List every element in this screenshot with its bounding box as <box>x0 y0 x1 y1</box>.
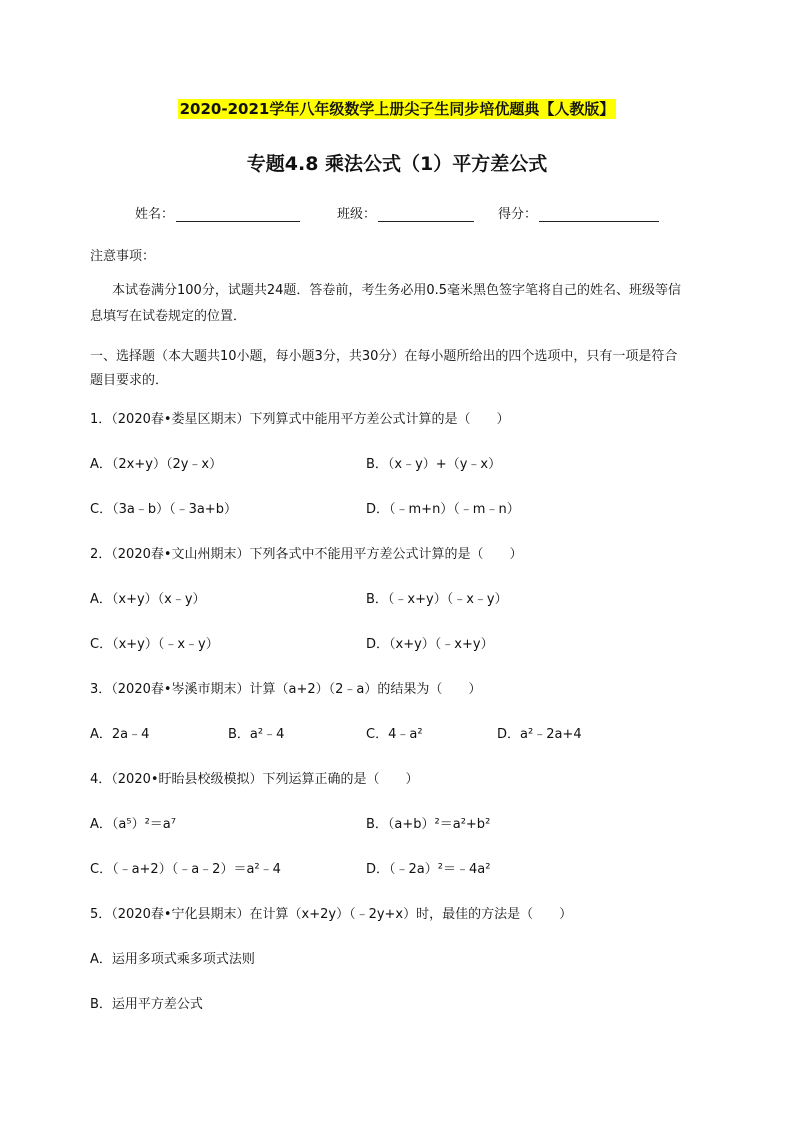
question-1-option-c[interactable]: C．（3a﹣b）（﹣3a+b） <box>90 502 237 517</box>
question-4-option-a[interactable]: A．（a⁵）²＝a⁷ <box>90 817 176 832</box>
question-5-option-a[interactable]: A．运用多项式乘多项式法则 <box>90 952 255 967</box>
class-blank[interactable] <box>378 207 474 222</box>
score-blank[interactable] <box>539 207 659 222</box>
question-4-stem: 4．（2020•盱眙县校级模拟）下列运算正确的是（ ） <box>90 772 419 787</box>
name-blank[interactable] <box>176 207 300 222</box>
question-5-stem: 5．（2020春•宁化县期末）在计算（x+2y）（﹣2y+x）时，最佳的方法是（ ） <box>90 907 573 922</box>
name-label: 姓名： <box>135 207 175 222</box>
question-3-stem: 3．（2020春•岑溪市期末）计算（a+2）（2﹣a）的结果为（ ） <box>90 682 482 697</box>
question-2-option-c[interactable]: C．（x+y）（﹣x﹣y） <box>90 637 219 652</box>
question-2-stem: 2．（2020春•文山州期末）下列各式中不能用平方差公式计算的是（ ） <box>90 547 523 562</box>
score-label: 得分： <box>498 207 538 222</box>
question-3-option-b[interactable]: B．a²﹣4 <box>228 727 285 742</box>
notes-line-2: 息填写在试卷规定的位置． <box>90 309 247 324</box>
question-2-option-b[interactable]: B．（﹣x+y）（﹣x﹣y） <box>366 592 508 607</box>
section-heading-line-1: 一、选择题（本大题共10小题，每小题3分，共30分）在每小题所给出的四个选项中，只有一项是符合 <box>90 349 678 364</box>
question-2-option-d[interactable]: D．（x+y）（﹣x+y） <box>366 637 494 652</box>
exam-banner <box>0 98 794 119</box>
question-2-option-a[interactable]: A．（x+y）（x﹣y） <box>90 592 206 607</box>
question-1-stem: 1．（2020春•娄星区期末）下列算式中能用平方差公式计算的是（ ） <box>90 412 510 427</box>
class-field[interactable] <box>337 203 474 222</box>
question-5-option-b[interactable]: B．运用平方差公式 <box>90 997 203 1012</box>
notes-line-1: 本试卷满分100分，试题共24题．答卷前，考生务必用0.5毫米黑色签字笔将自己的姓名、班级等信 <box>112 283 682 298</box>
question-4-option-b[interactable]: B．（a+b）²＝a²+b² <box>366 817 491 832</box>
class-label: 班级： <box>337 207 377 222</box>
question-4-option-d[interactable]: D．（﹣2a）²＝﹣4a² <box>366 862 491 877</box>
question-3-option-d[interactable]: D．a²﹣2a+4 <box>497 727 582 742</box>
section-heading-line-2: 题目要求的． <box>90 373 169 388</box>
question-3-option-c[interactable]: C．4﹣a² <box>366 727 423 742</box>
notes-heading: 注意事项： <box>90 249 156 264</box>
question-4-option-c[interactable]: C．（﹣a+2）（﹣a﹣2）＝a²﹣4 <box>90 862 281 877</box>
question-1-option-b[interactable]: B．（x﹣y）+（y﹣x） <box>366 457 502 472</box>
question-1-option-a[interactable]: A．（2x+y）（2y﹣x） <box>90 457 223 472</box>
question-3-option-a[interactable]: A．2a﹣4 <box>90 727 150 742</box>
page-title: 专题4.8 乘法公式（1）平方差公式 <box>246 153 548 175</box>
banner-text: 2020-2021学年八年级数学上册尖子生同步培优题典【人教版】 <box>179 100 615 118</box>
score-field[interactable] <box>498 203 659 222</box>
name-field[interactable] <box>135 203 300 222</box>
question-1-option-d[interactable]: D．（﹣m+n）（﹣m﹣n） <box>366 502 520 517</box>
